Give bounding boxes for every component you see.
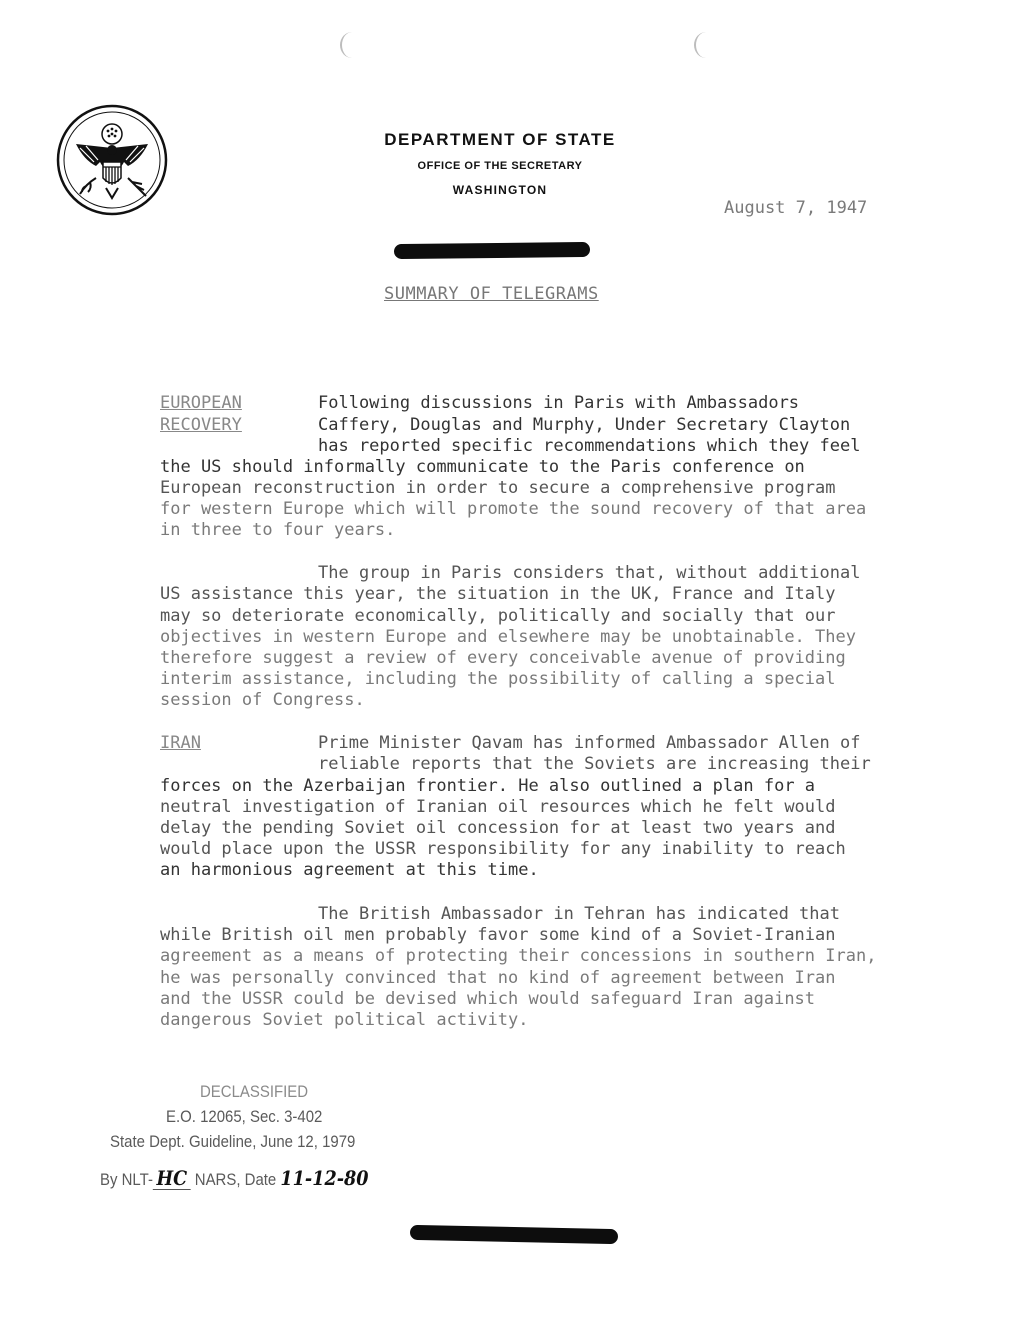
- text-line: The group in Paris considers that, without additional: [318, 563, 861, 583]
- declassified-stamp: DECLASSIFIED: [200, 1082, 309, 1101]
- handwritten-date: 11-12-80: [280, 1166, 369, 1190]
- document-title: SUMMARY OF TELEGRAMS: [384, 284, 599, 304]
- text-line: may so deteriorate economically, politically and socially that our: [160, 606, 836, 626]
- department-name: DEPARTMENT OF STATE: [384, 130, 616, 149]
- text-line: Prime Minister Qavam has informed Ambassador Allen of: [318, 733, 861, 753]
- authorization-line: [100, 1166, 369, 1190]
- text-line: therefore suggest a review of every conceivable avenue of providing: [160, 648, 846, 668]
- authorization-prefix: By NLT-: [100, 1170, 153, 1189]
- text-line: session of Congress.: [160, 690, 365, 710]
- office-name: OFFICE OF THE SECRETARY: [417, 160, 583, 172]
- redaction-bar: [410, 1225, 618, 1244]
- text-line: he was personally convinced that no kind of agreement between Iran: [160, 968, 836, 988]
- document-date: August 7, 1947: [724, 198, 868, 218]
- guideline-line: State Dept. Guideline, June 12, 1979: [110, 1132, 356, 1151]
- text-line: delay the pending Soviet oil concession for at least two years and: [160, 818, 836, 838]
- section-heading: EUROPEAN: [160, 393, 242, 413]
- text-line: forces on the Azerbaijan frontier. He also outlined a plan for a: [160, 776, 816, 796]
- text-line: the US should informally communicate to the Paris conference on: [160, 457, 805, 477]
- text-line: for western Europe which will promote the sound recovery of that area: [160, 499, 867, 519]
- text-line: Following discussions in Paris with Ambassadors: [318, 393, 800, 413]
- nars-date-label: NARS, Date: [194, 1170, 277, 1189]
- city-name: WASHINGTON: [452, 183, 548, 197]
- text-line: while British oil men probably favor some kind of a Soviet-Iranian: [160, 925, 836, 945]
- handwritten-initials: HC: [156, 1166, 188, 1190]
- text-line: agreement as a means of protecting their concessions in southern Iran,: [160, 946, 877, 966]
- text-line: European reconstruction in order to secure a comprehensive program: [160, 478, 836, 498]
- text-line: would place upon the USSR responsibility for any inability to reach: [160, 839, 846, 859]
- text-line: has reported specific recommendations which they feel: [318, 436, 861, 456]
- redaction-bar: [394, 242, 590, 259]
- text-line: interim assistance, including the possibility of calling a special: [160, 669, 836, 689]
- section-heading: RECOVERY: [160, 415, 242, 435]
- text-line: US assistance this year, the situation in the UK, France and Italy: [160, 584, 836, 604]
- punch-mark: [694, 32, 718, 58]
- text-line: Caffery, Douglas and Murphy, Under Secretary Clayton: [318, 415, 851, 435]
- text-line: reliable reports that the Soviets are increasing their: [318, 754, 871, 774]
- text-line: in three to four years.: [160, 520, 396, 540]
- text-line: objectives in western Europe and elsewhere may be unobtainable. They: [160, 627, 856, 647]
- text-line: dangerous Soviet political activity.: [160, 1010, 529, 1030]
- text-line: neutral investigation of Iranian oil resources which he felt would: [160, 797, 836, 817]
- punch-mark: [340, 32, 364, 58]
- text-line: an harmonious agreement at this time.: [160, 860, 539, 880]
- executive-order-line: E.O. 12065, Sec. 3-402: [166, 1107, 323, 1126]
- section-heading: IRAN: [160, 733, 201, 753]
- text-line: and the USSR could be devised which would safeguard Iran against: [160, 989, 816, 1009]
- great-seal-icon: [56, 104, 168, 216]
- text-line: The British Ambassador in Tehran has indicated that: [318, 904, 840, 924]
